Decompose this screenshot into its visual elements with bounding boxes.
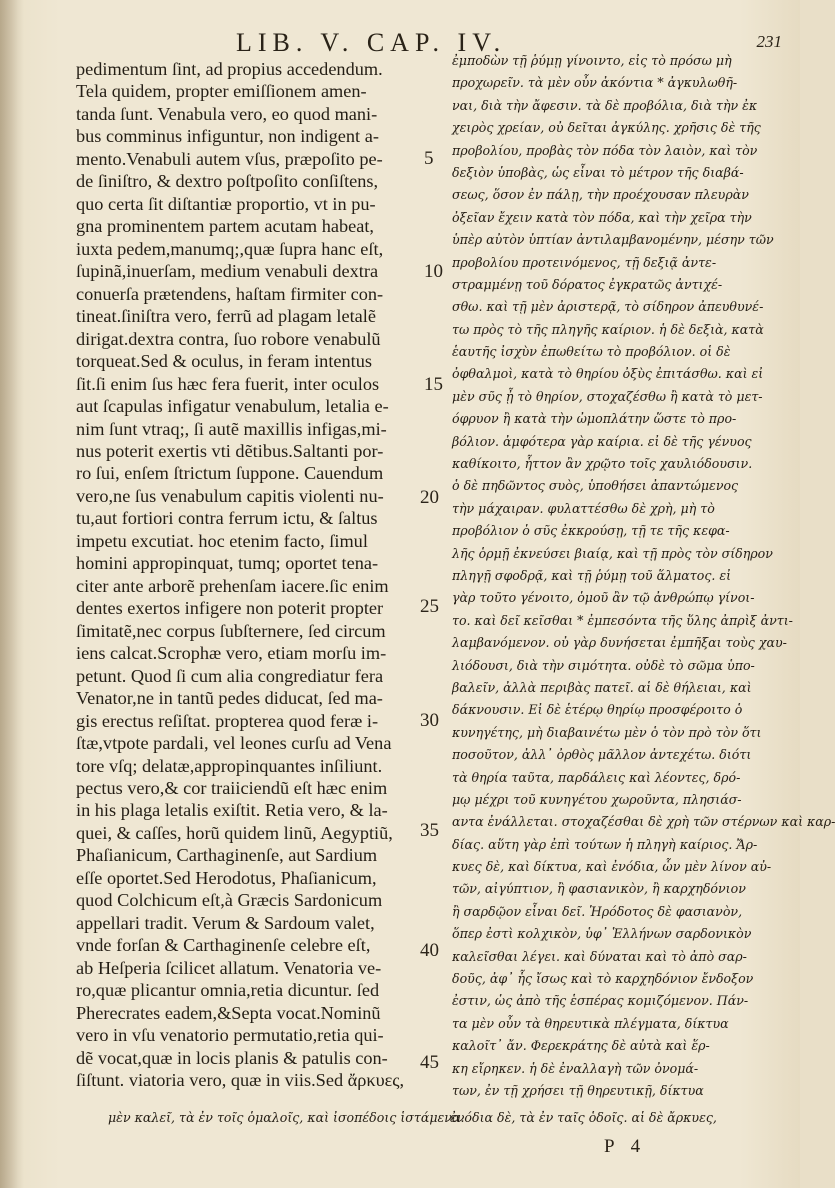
greek-text-line: σθω. καὶ τῇ μὲν ἀριστερᾷ, τὸ σίδηρον ἀπευθυνέ- — [452, 299, 764, 315]
greek-text-line: δεξιὸν ὑποβὰς, ὡς εἶναι τὸ μέτρον τῆς διαβά- — [452, 164, 744, 180]
greek-text-line: ὀφθαλμοὶ, κατὰ τὸ θηρίου ὀξὺς ἐπιτάσθω. καὶ εἰ — [452, 366, 764, 382]
greek-text-line: στραμμένῃ τοῦ δόρατος ἐγκρατῶς ἀντιχέ- — [452, 276, 723, 292]
greek-text-line: πληγῇ σφοδρᾷ, καὶ τῇ ῥύμῃ τοῦ ἅλματος. εἰ — [452, 567, 732, 583]
greek-text-line: των, ἐν τῇ χρήσει τῇ θηρευτικῇ, δίκτυα — [452, 1082, 704, 1098]
latin-text-line: torqueat.Sed & oculus, in feram intentus — [76, 351, 372, 372]
latin-text-line: bus comminus infiguntur, non indigent a- — [76, 126, 379, 147]
greek-text-line: προχωρεῖν. τὰ μὲν οὖν ἀκόντια * ἀγκυλωθῆ- — [452, 75, 738, 91]
latin-text-line: Tela quidem, propter emiſſionem amen- — [76, 81, 367, 102]
greek-text-line: ἢ σαρδῷον εἶναι δεῖ. Ἡρόδοτος δὲ φασιανὸν, — [452, 903, 743, 919]
greek-text-line: ναι, διὰ τὴν ἄφεσιν. τὰ δὲ προβόλια, διὰ τὴν ἐκ — [452, 97, 758, 113]
greek-text-line: δοῦς, ἀφ᾽ ἧς ἴσως καὶ τὸ καρχηδόνιον ἔνδοξον — [452, 971, 754, 987]
greek-text-line: ὑπὲρ αὐτὸν ὑπτίαν ἀντιλαμβανομένην, μέσην τῶν — [452, 232, 774, 248]
latin-text-line: dirigat.dextra contra, ſuo robore venabulũ — [76, 328, 381, 349]
latin-text-line: ſit.ſi enim ſus hæc fera fuerit, inter oculos — [76, 373, 380, 394]
greek-bottom-line — [108, 1110, 772, 1125]
latin-text-line: mento.Venabuli autem vſus, præpoſito pe- — [76, 148, 383, 169]
greek-text-line: τω πρὸς τὸ τῆς πληγῆς καίριον. ἡ δὲ δεξιὰ, κατὰ — [452, 321, 764, 337]
line-number: 30 — [420, 710, 439, 731]
latin-text-line: nim ſunt vtraq;, ſi autẽ maxillis infigas,mi- — [76, 418, 387, 439]
line-number: 45 — [420, 1052, 439, 1073]
line-number: 15 — [424, 374, 443, 395]
latin-text-line: gna prominentem partem acutam habeat, — [76, 216, 374, 237]
greek-text-line: καλεῖσθαι λέγει. καὶ δύναται καὶ τὸ ἀπὸ σαρ- — [452, 948, 747, 964]
latin-text-line: appellari tradit. Verum & Sardoum valet, — [76, 912, 375, 933]
greek-text-line: τὴν μάχαιραν. φυλαττέσθω δὲ χρὴ, μὴ τὸ — [452, 500, 715, 516]
signature-mark: P 4 — [604, 1136, 647, 1157]
greek-text-line: προβολίου, προβὰς τὸν πόδα τὸν λαιὸν, καὶ τὸν — [452, 142, 758, 158]
latin-text-line: ſupinã,inuerſam, medium venabuli dextra — [76, 261, 379, 282]
latin-text-line: tineat.ſiniſtra vero, ferrũ ad plagam letalẽ — [76, 306, 376, 327]
greek-text-line: τα μὲν οὖν τὰ θηρευτικὰ πλέγματα, δίκτυα — [452, 1015, 729, 1031]
greek-text-line: όφρυον ἢ κατὰ τὴν ὠμοπλάτην ὥστε τὸ προ- — [452, 411, 737, 427]
greek-text-line: ὀξεῖαν ἔχειν κατὰ τὸν πόδα, καὶ τὴν χεῖρα τὴν — [452, 209, 752, 225]
line-number: 10 — [424, 261, 443, 282]
greek-text-line: καθίκοιτο, ἧττον ἂν χρῷτο τοῖς χαυλιόδουσιν. — [452, 456, 753, 472]
latin-text-line: quod Colchicum eſt,à Græcis Sardonicum — [76, 890, 383, 911]
latin-text-line: conuerſa prætendens, haſtam firmiter con- — [76, 283, 384, 304]
gutter-shadow — [0, 0, 24, 1188]
latin-text-line: ro,quæ plicantur omnia,retia dicuntur. ſed — [76, 980, 380, 1001]
latin-text-line: Phaſianicum, Carthaginenſe, aut Sardium — [76, 845, 378, 866]
greek-text-line: κυνηγέτης, μὴ διαβαινέτω μὲν ὁ τὸν πρὸ τὸν ὅτι — [452, 724, 762, 740]
greek-text-line: χειρὸς χρείαν, οὐ δεῖται ἀγκύλης. χρῆσις δὲ τῆς — [452, 120, 761, 136]
line-number: 40 — [420, 940, 439, 961]
latin-text-line: tu,aut fortiori contra ferrum ictu, & ſaltus — [76, 508, 378, 529]
greek-text-line: κυες δὲ, καὶ δίκτυα, καὶ ἐνόδια, ὧν μὲν λίνον αὐ- — [452, 859, 772, 875]
greek-text-line: μὲν σῦς ᾖ τὸ θηρίον, στοχαζέσθω ἢ κατὰ τὸ μετ- — [452, 388, 763, 404]
latin-text-line: iuxta pedem,manumq;,quæ ſupra hanc eſt, — [76, 238, 384, 259]
latin-text-line: impetu excutiat. hoc etenim facto, ſimul — [76, 530, 368, 551]
latin-text-line: ab Heſperia ſcilicet allatum. Venatoria ve- — [76, 957, 382, 978]
greek-text-line: λιόδουσι, διὰ τὴν σιμότητα. οὐδὲ τὸ σῶμα ὑπο- — [452, 657, 755, 673]
latin-text-line: tore vſq; delatæ,appropinquantes inſiliunt. — [76, 755, 383, 776]
line-number: 35 — [420, 820, 439, 841]
latin-text-line: citer ante arborẽ prehenſam iacere.ſic enim — [76, 575, 389, 596]
greek-text-line: τὰ θηρία ταῦτα, παρδάλεις καὶ λέοντες, δρό- — [452, 769, 741, 785]
line-number: 25 — [420, 596, 439, 617]
latin-text-line: tanda ſunt. Venabula vero, eo quod mani- — [76, 103, 378, 124]
greek-text-line: γὰρ τοῦτο γένοιτο, ὁμοῦ ἂν τῷ ἀνθρώπῳ γίνοι- — [452, 590, 755, 606]
latin-text-line: eſſe oportet.Sed Herodotus, Phaſianicum, — [76, 867, 377, 888]
latin-text-line: homini appropinquat, tumq; oportet tena- — [76, 553, 379, 574]
greek-column — [452, 50, 835, 1102]
latin-text-line: vnde forſan & Carthaginenſe celebre eſt, — [76, 935, 371, 956]
greek-text-line: ἐστιν, ὡς ἀπὸ τῆς ἑσπέρας κομιζόμενον. Πάν- — [452, 993, 749, 1009]
latin-text-line: petunt. Quod ſi cum alia congrediatur fera — [76, 665, 384, 686]
latin-column — [76, 58, 434, 1092]
greek-text-line: ἐμποδὼν τῇ ῥύμῃ γίνοιντο, εἰς τὸ πρόσω μὴ — [452, 53, 732, 68]
latin-text-line: pectus vero,& cor traiiciendũ eſt hæc enim — [76, 778, 388, 798]
latin-text-line: pedimentum ſint, ad propius accedendum. — [76, 59, 383, 79]
latin-text-line: ſtæ,vtpote pardali, vel leones curſu ad Vena — [76, 733, 392, 754]
bottom-line-right: ἐνόδια δὲ, τὰ ἐν ταῖς ὁδοῖς. αἱ δὲ ἄρκυες, — [450, 1110, 717, 1125]
latin-text-line: quei, & caſſes, horũ quidem linũ, Aegyptiũ, — [76, 822, 393, 843]
latin-text-line: ſiſtunt. viatoria vero, quæ in viis.Sed ἄρκυες, — [76, 1070, 405, 1091]
latin-text-line: quo certa ſit diſtantiæ proportio, vt in pu- — [76, 193, 376, 214]
greek-text-line: προβόλιον ὁ σῦς ἐκκρούσῃ, τῇ τε τῆς κεφα- — [452, 523, 730, 539]
greek-text-line: αντα ἐνάλλεται. στοχαζέσθαι δὲ χρὴ τῶν στέρνων καὶ καρ- — [452, 814, 835, 830]
greek-text-line: κη εἴρηκεν. ἡ δὲ ἐναλλαγὴ τῶν ὀνομά- — [452, 1060, 699, 1076]
greek-text-line: λαμβανόμενον. οὐ γὰρ δυνήσεται ἐμπῆξαι τοὺς χαυ- — [452, 635, 787, 651]
latin-text-line: ro ſui, enſem ſtrictum ſuppone. Cauendum — [76, 463, 384, 484]
latin-text-line: vero,ne ſus venabulum capitis violenti nu- — [76, 485, 384, 506]
greek-text-line: καλοῖτ᾽ ἄν. Φερεκράτης δὲ αὐτὰ καὶ ἕρ- — [452, 1038, 710, 1054]
latin-text-line: in his plaga letalis exiſtit. Retia vero, & la- — [76, 800, 388, 821]
greek-text-line: μῳ μέχρι τοῦ κυνηγέτου χωροῦντα, πλησιάσ- — [452, 791, 742, 807]
greek-text-line: τῶν, αἰγύπτιον, ἢ φασιανικὸν, ἢ καρχηδόνιον — [452, 881, 746, 897]
latin-text-line: Venator,ne in tantũ pedes diducat, ſed ma- — [76, 688, 383, 709]
latin-text-line: dentes exertos infigere non poterit propter — [76, 598, 384, 619]
greek-text-line: δίας. αὕτη γὰρ ἐπὶ τούτων ἡ πληγὴ καίριος. Ἄρ- — [452, 836, 758, 852]
greek-text-line: δάκνουσιν. Εἰ δὲ ἑτέρῳ θηρίῳ προσφέροιτο ὁ — [452, 702, 743, 718]
line-number: 5 — [424, 148, 434, 169]
latin-text-line: nus poterit exertis vti dẽtibus.Saltanti por- — [76, 440, 384, 461]
latin-text-line: iens calcat.Scrophæ vero, etiam morſu im- — [76, 643, 387, 664]
book-chapter-title: LIB. V. CAP. IV. — [236, 28, 507, 57]
latin-text-line: vero in vſu venatorio permutatio,retia qui- — [76, 1025, 384, 1046]
latin-text-line: ſimitatẽ,nec corpus ſubſternere, ſed circum — [76, 620, 386, 641]
greek-text-line: λῆς ὁρμῇ ἐκνεύσει βιαίᾳ, καὶ τῇ πρὸς τὸν σίδηρον — [452, 545, 773, 561]
greek-text-line: το. καὶ δεῖ κεῖσθαι * ἐμπεσόντα τῆς ὕλης ἀπρὶξ ἀντι- — [452, 612, 793, 628]
greek-text-line: ποσοῦτον, ἀλλ᾽ ὀρθὸς μᾶλλον ἀντεχέτω. διότι — [452, 747, 752, 763]
greek-text-line: ὁ δὲ πηδῶντος συὸς, ὑποθήσει ἀπαντώμενος — [452, 478, 739, 494]
greek-text-line: ὅπερ ἐστὶ κολχικὸν, ὑφ᾽ Ἑλλήνων σαρδονικὸν — [452, 926, 752, 942]
line-number: 20 — [420, 487, 439, 508]
greek-text-line: προβολίου προτεινόμενος, τῇ δεξιᾷ ἀντε- — [452, 254, 717, 270]
greek-text-line: βόλιον. ἀμφότερα γὰρ καίρια. εἰ δὲ τῆς γένυος — [452, 433, 752, 449]
greek-text-line: βαλεῖν, ἀλλὰ περιβὰς πατεῖ. αἱ δὲ θήλειαι, καὶ — [452, 679, 752, 695]
latin-text-line: dẽ vocat,quæ in locis planis & patulis con- — [76, 1047, 388, 1068]
latin-text-line: Pherecrates eadem,&Septa vocat.Nominũ — [76, 1002, 381, 1023]
latin-text-line: aut ſcapulas infigatur venabulum, letalia e- — [76, 396, 389, 417]
latin-text-line: gis erectus reſiſtat. propterea quod feræ i- — [76, 710, 379, 731]
greek-text-line: ἑαυτῆς ἰσχὺν ἐπωθείτω τὸ προβόλιον. οἱ δὲ — [452, 344, 731, 360]
latin-text-line: de ſiniſtro, & dextro poſtpoſito conſiſtens, — [76, 171, 379, 192]
greek-text-line: σεως, ὅσον ἐν πάλῃ, τὴν προέχουσαν πλευρὰν — [452, 187, 749, 203]
bottom-line-left: μὲν καλεῖ, τὰ ἐν τοῖς ὁμαλοῖς, καὶ ἰσοπέδοις ἱστάμενα. — [108, 1110, 465, 1125]
page-number: 231 — [756, 32, 782, 51]
